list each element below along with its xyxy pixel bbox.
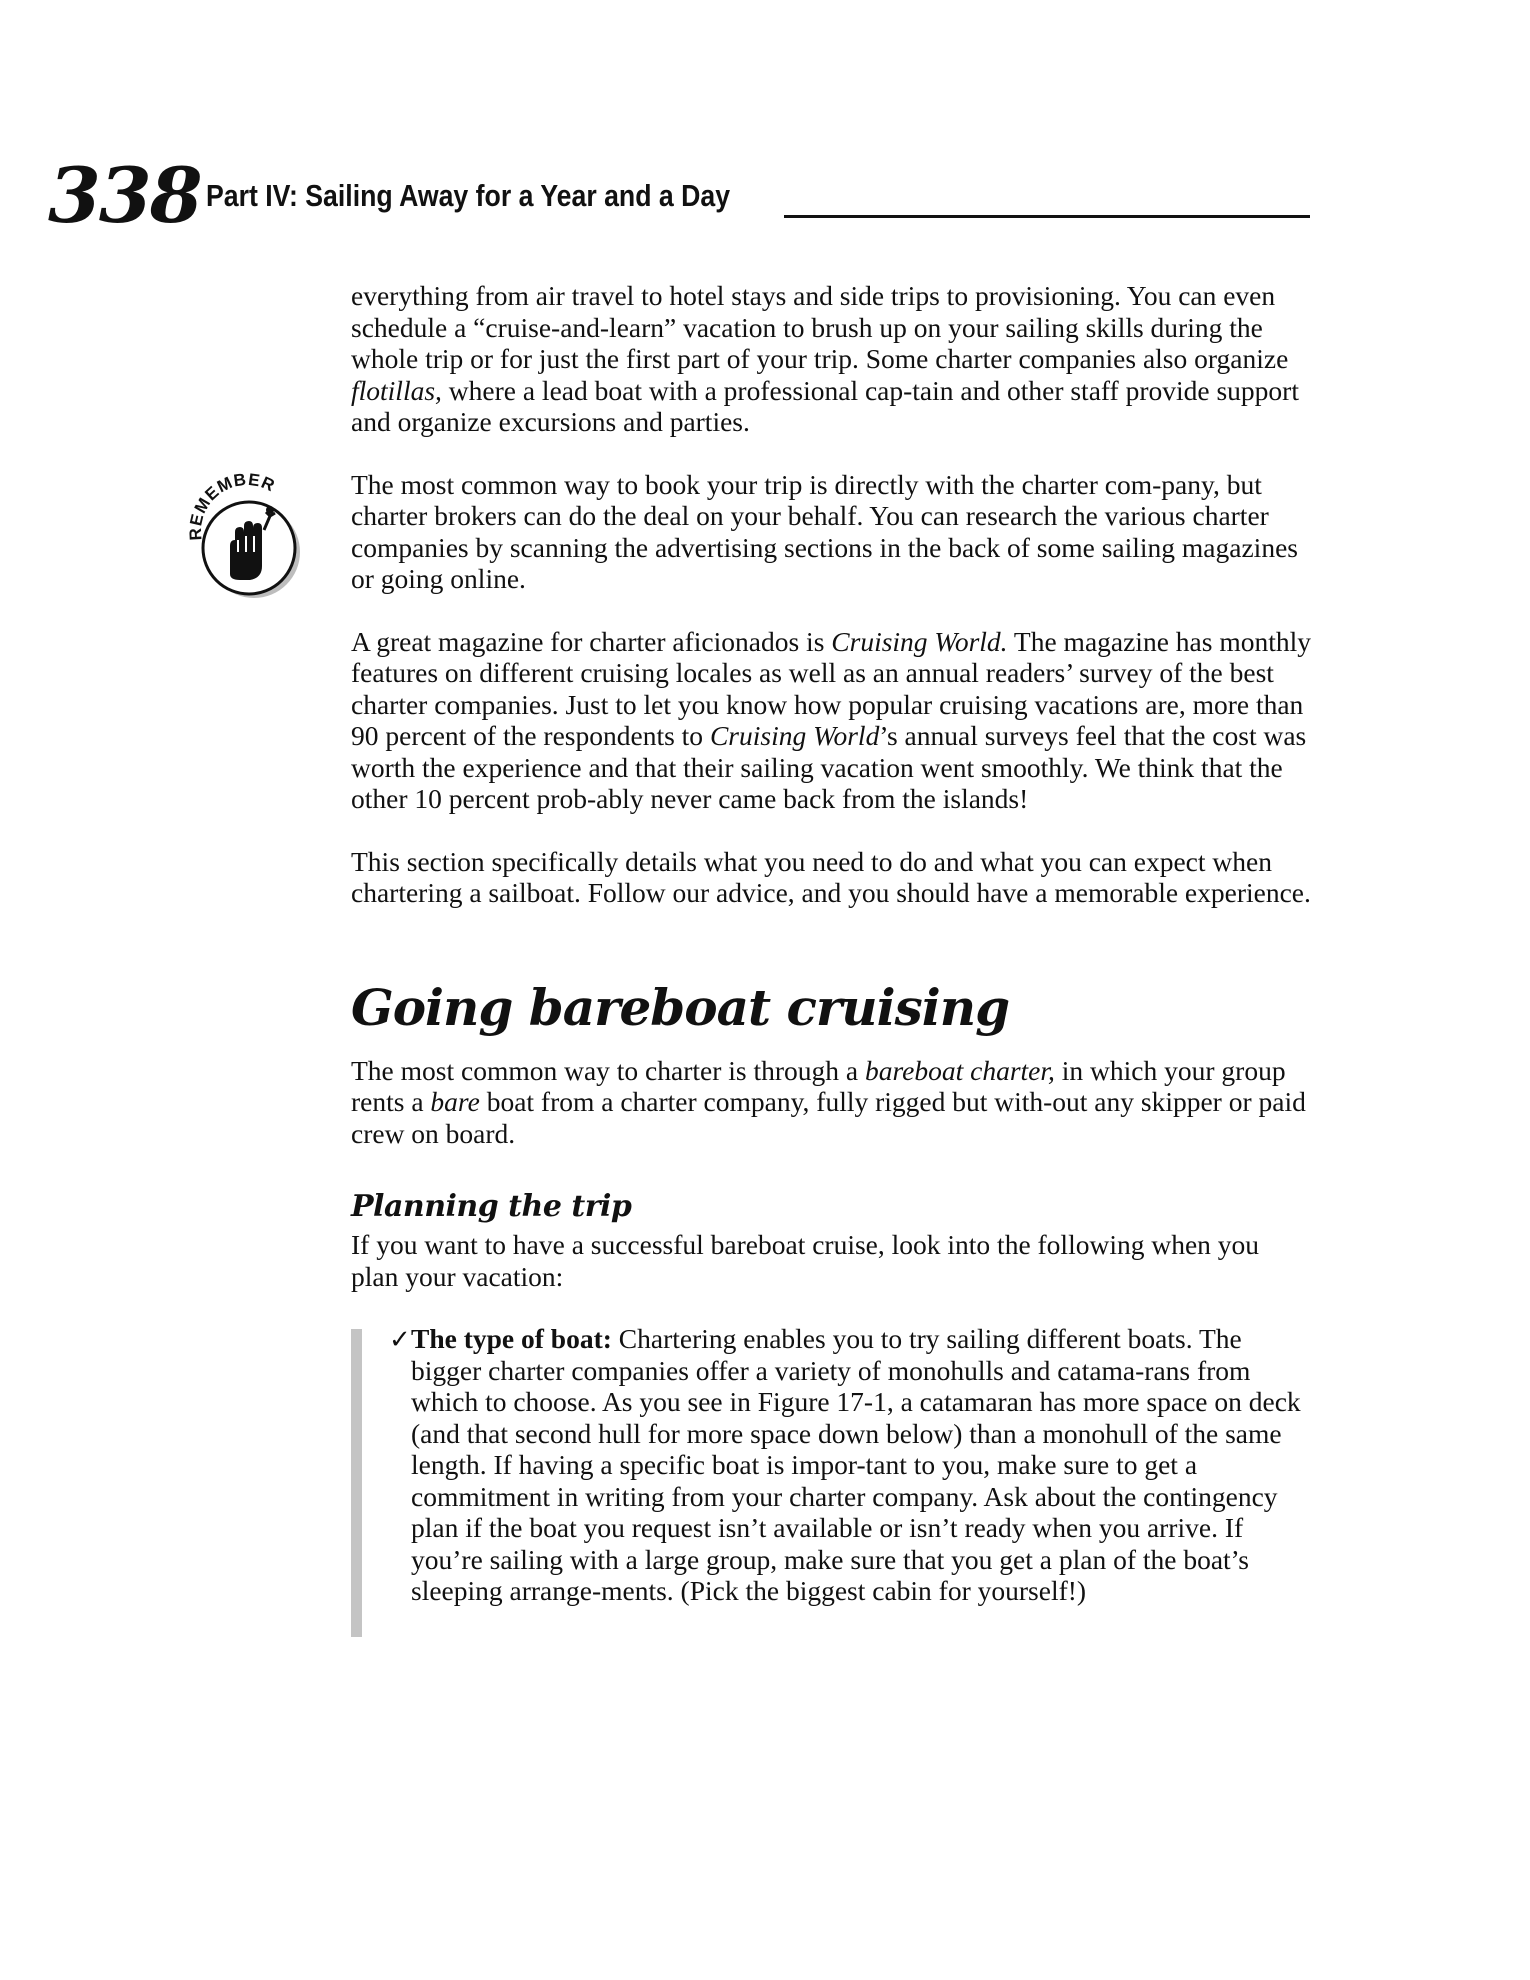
page-header <box>0 0 1530 250</box>
remember-icon <box>180 470 314 604</box>
paragraph: The most common way to book your trip is directly with the charter com-pany, but charter brokers can do the deal on your behalf. You can research the various charter companies by scanning the advertising sections in the back of some sailing magazines or going online. <box>351 468 1298 594</box>
paragraph: everything from air travel to hotel stays and side trips to provisioning. You can even schedule a “cruise-and-learn” vacation to brush up on your sailing skills during the whole trip or for just the first part of your trip. Some charter companies also organize flotillas, where a lead boat with a professional cap-tain and other staff provide support and organize excursions and parties. <box>351 280 1299 437</box>
bullet-list <box>351 1323 1311 1607</box>
header-rule <box>784 215 1310 218</box>
sidebar-bar <box>351 1329 362 1637</box>
paragraph: This section specifically details what you need to do and what you can expect when chartering a sailboat. Follow our advice, and you should have a memorable experience. <box>351 845 1311 908</box>
running-head: Part IV: Sailing Away for a Year and a Day <box>206 178 731 213</box>
checkmark-icon: ✓ <box>389 1325 411 1355</box>
remember-label: REMEMBER <box>185 470 279 541</box>
section-intro: The most common way to charter is through a bareboat charter, in which your group rents a bare boat from a charter company, fully rigged but with-out any skipper or paid crew on board. <box>351 1054 1306 1149</box>
page-number: 338 <box>48 151 201 240</box>
body-text <box>351 280 1311 1638</box>
remember-badge-graphic <box>180 470 314 604</box>
paragraph: A great magazine for charter aficionados is Cruising World. The magazine has monthly features on different cruising locales as well as an annual readers’ survey of the best charter companies. Just to let you know how popular cruising vacations are, more than 90 percent of the respondents to Cruising World’s annual surveys feel that the cost was worth the experience and that their sailing vacation went smoothly. We think that the other 10 percent prob-ably never came back from the islands! <box>351 625 1311 814</box>
subsection-heading: Planning the trip <box>351 1189 632 1224</box>
section-heading: Going bareboat cruising <box>351 977 1010 1037</box>
list-item: The type of boat: Chartering enables you to try sailing different boats. The bigger charter companies offer a variety of monohulls and catama-rans from which to choose. As you see in Figure 17-1, a catamaran has more space on deck (and that second hull for more space down below) than a monohull of the same length. If having a specific boat is impor-tant to you, make sure to get a commitment in writing from your charter company. Ask about the contingency plan if the boat you request isn’t available or isn’t ready when you arrive. If you’re sailing with a large group, make sure that you get a plan of the boat’s sleeping arrange-ments. (Pick the biggest cabin for yourself!) <box>411 1323 1301 1606</box>
subsection-intro: If you want to have a successful bareboat cruise, look into the following when you plan your vacation: <box>351 1229 1260 1292</box>
